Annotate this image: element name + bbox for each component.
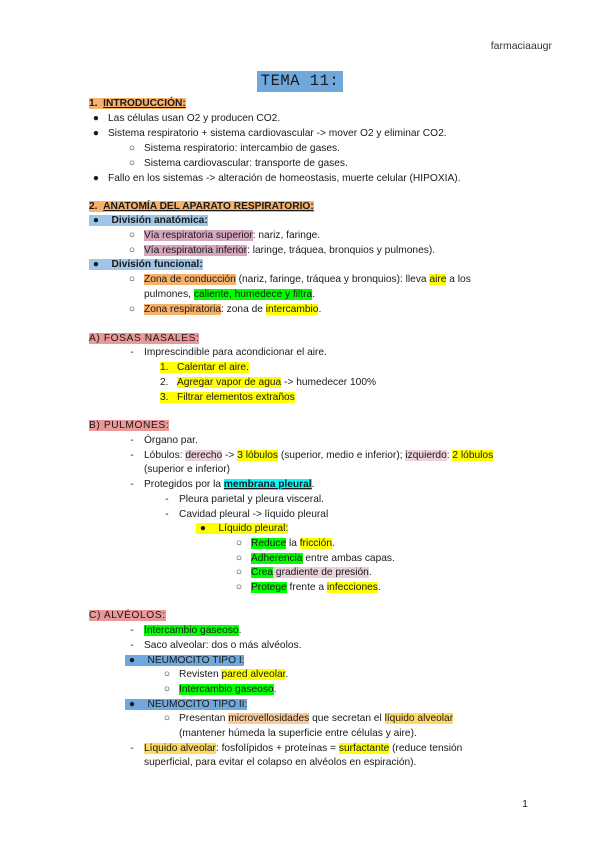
item-text: Calentar el aire — [177, 362, 247, 373]
highlight: infecciones — [326, 582, 378, 593]
item-text: . — [312, 289, 316, 300]
highlight: derecho — [185, 450, 223, 461]
bullet-disc: ● — [128, 699, 136, 710]
bullet-circle: ○ — [235, 582, 243, 593]
item-text: -> humedecer 100% — [281, 377, 377, 388]
item-text: . — [285, 669, 289, 680]
list-item — [125, 742, 462, 755]
item-text: frente a — [286, 582, 327, 593]
item-text: Saco alveolar: dos o más alvéolos. — [144, 640, 302, 651]
item-number: 2. — [160, 377, 169, 388]
subheading-neumocito-2 — [125, 698, 247, 711]
section-1-number: 1. — [89, 98, 98, 109]
highlight: 2 lóbulos — [452, 450, 494, 461]
list-item — [89, 112, 280, 125]
highlight: fricción — [299, 538, 332, 549]
highlight: líquido alveolar — [384, 713, 454, 724]
page-number: 1 — [522, 798, 528, 810]
list-item — [196, 522, 288, 535]
item-text: que secretan el — [309, 713, 385, 724]
item-text: (nariz, faringe, tráquea y bronquios): lleva — [235, 274, 430, 285]
item-text: (superior, medio e inferior); — [277, 450, 406, 461]
item-text: superficial, para evitar el colapso en alvéolos en espiración). — [144, 757, 417, 768]
item-text: Lóbulos: — [144, 450, 186, 461]
section-2-number: 2. — [89, 201, 98, 212]
highlight: gradiente de presión — [273, 567, 369, 578]
list-item — [160, 683, 276, 696]
subheading-anatomica — [89, 214, 208, 227]
item-text: Imprescindible para acondicionar el aire. — [144, 347, 327, 358]
bullet-dash: - — [130, 347, 134, 358]
item-text: . — [332, 538, 335, 549]
highlight: pared alveolar — [221, 669, 286, 680]
list-item — [125, 273, 471, 286]
bullet-disc: ● — [92, 113, 100, 124]
item-text: : nariz, faringe. — [252, 230, 321, 241]
subheading-text: NEUMOCITO TIPO II: — [147, 699, 248, 710]
item-text: Sistema cardiovascular: transporte de gases. — [144, 158, 348, 169]
item-text: . — [246, 362, 249, 373]
list-item — [89, 127, 447, 140]
list-item-continuation — [144, 756, 416, 769]
bullet-circle: ○ — [128, 304, 136, 315]
highlight: surfactante — [338, 743, 390, 754]
item-text: . — [318, 304, 322, 315]
item-text: . — [368, 567, 372, 578]
bullet-circle: ○ — [163, 713, 171, 724]
bullet-disc: ● — [128, 655, 136, 666]
highlight: Líquido alveolar — [144, 743, 216, 754]
item-text: la — [286, 538, 300, 549]
item-text: -> — [222, 450, 238, 461]
highlight: Protege — [251, 582, 287, 593]
section-1-title: INTRODUCCIÓN: — [103, 98, 186, 109]
bullet-dash: - — [130, 435, 134, 446]
list-item — [125, 434, 198, 447]
highlight: 3 lóbulos — [237, 450, 278, 461]
list-item — [125, 478, 314, 491]
bullet-dash: - — [130, 479, 134, 490]
section-a-title: A) FOSAS NASALES: — [89, 333, 200, 344]
highlight: Vía respiratoria superior — [144, 230, 253, 241]
subheading-text: División funcional: — [111, 259, 203, 270]
item-text: . — [311, 479, 315, 490]
item-text: (mantener húmeda la superficie entre células y aire). — [179, 728, 417, 739]
list-item — [125, 624, 241, 637]
list-item — [232, 552, 395, 565]
list-item-continuation — [144, 288, 315, 301]
bullet-circle: ○ — [128, 158, 136, 169]
bullet-circle: ○ — [163, 669, 171, 680]
bullet-disc: ● — [92, 215, 100, 226]
numbered-item — [160, 376, 376, 389]
list-item — [232, 537, 335, 550]
item-text: Sistema respiratorio: intercambio de gases. — [144, 143, 340, 154]
bullet-circle: ○ — [163, 684, 171, 695]
section-1-heading — [89, 97, 186, 110]
section-a-heading — [89, 332, 199, 345]
item-text: Sistema respiratorio + sistema cardiovascular -> mover O2 y eliminar CO2. — [108, 128, 447, 139]
subheading-neumocito-1 — [125, 654, 244, 667]
item-text: : zona de — [221, 304, 266, 315]
bullet-circle: ○ — [128, 245, 136, 256]
section-b-title: B) PULMONES: — [89, 420, 170, 431]
section-c-title: C) ALVÉOLOS: — [89, 610, 166, 621]
bullet-circle: ○ — [128, 274, 136, 285]
list-item — [160, 712, 453, 725]
item-text: (superior e inferior) — [144, 464, 231, 475]
item-text: pulmones, — [144, 289, 194, 300]
list-item — [125, 157, 348, 170]
list-item-continuation — [144, 463, 230, 476]
list-item — [232, 566, 372, 579]
list-item — [160, 668, 288, 681]
bullet-dash: - — [130, 640, 134, 651]
bullet-circle: ○ — [235, 538, 243, 549]
list-item — [125, 639, 301, 652]
highlight: aire — [429, 274, 447, 285]
item-number: 1. — [160, 362, 169, 373]
item-text: Órgano par. — [144, 435, 198, 446]
numbered-item — [160, 391, 295, 404]
item-text: : laringe, tráquea, bronquios y pulmones). — [247, 245, 436, 256]
item-text: entre ambas capas. — [302, 553, 395, 564]
bullet-dash: - — [165, 509, 169, 520]
highlight: microvellosidades — [228, 713, 310, 724]
item-text: . — [238, 625, 242, 636]
item-text: a los — [446, 274, 471, 285]
bullet-circle: ○ — [128, 230, 136, 241]
highlight: Crea — [251, 567, 274, 578]
highlight: intercambio — [265, 304, 319, 315]
bullet-disc: ● — [199, 523, 207, 534]
list-item — [125, 229, 320, 242]
numbered-item — [160, 361, 249, 374]
list-item — [160, 493, 324, 506]
highlight: izquierdo — [405, 450, 447, 461]
item-text: Filtrar elementos extraños — [177, 392, 295, 403]
section-c-heading — [89, 609, 166, 622]
bullet-dash: - — [130, 743, 134, 754]
subheading-text: División anatómica: — [111, 215, 208, 226]
highlight: Intercambio gaseoso — [144, 625, 239, 636]
section-2-heading — [89, 200, 314, 213]
list-item — [125, 346, 327, 359]
item-text: . — [377, 582, 381, 593]
list-item — [125, 303, 321, 316]
highlight: Zona respiratoria — [144, 304, 222, 315]
list-item — [160, 508, 328, 521]
title-container — [0, 72, 600, 90]
page-header-brand: farmaciaaugr — [490, 40, 552, 52]
highlight: Zona de conducción — [144, 274, 236, 285]
bullet-dash: - — [130, 625, 134, 636]
item-number: 3. — [160, 392, 169, 403]
highlight: Agregar vapor de agua — [177, 377, 282, 388]
highlight: Reduce — [251, 538, 287, 549]
bullet-dash: - — [165, 494, 169, 505]
bullet-disc: ● — [92, 128, 100, 139]
item-text: Las células usan O2 y producen CO2. — [108, 113, 281, 124]
bullet-circle: ○ — [235, 567, 243, 578]
bullet-disc: ● — [92, 173, 100, 184]
item-text: Fallo en los sistemas -> alteración de homeostasis, muerte celular (HIPOXIA). — [108, 173, 461, 184]
subheading-text: NEUMOCITO TIPO I: — [147, 655, 245, 666]
item-text: . — [273, 684, 277, 695]
highlight: Intercambio gaseoso — [179, 684, 274, 695]
list-item — [125, 244, 435, 257]
highlight: Vía respiratoria inferior — [144, 245, 248, 256]
item-text: Revisten — [179, 669, 222, 680]
bullet-disc: ● — [92, 259, 100, 270]
bullet-circle: ○ — [128, 143, 136, 154]
document-title: TEMA 11: — [257, 71, 343, 92]
item-text: Presentan — [179, 713, 229, 724]
highlight: Adherencia — [251, 553, 303, 564]
section-b-heading — [89, 419, 169, 432]
item-text: Pleura parietal y pleura visceral. — [179, 494, 324, 505]
bullet-dash: - — [130, 450, 134, 461]
list-item — [232, 581, 381, 594]
section-2-title: ANATOMÍA DEL APARATO RESPIRATORIO: — [103, 201, 314, 212]
list-item-continuation — [179, 727, 417, 740]
item-text: : fosfolípidos + proteínas = — [215, 743, 339, 754]
subheading-funcional — [89, 258, 203, 271]
item-text: : — [446, 450, 453, 461]
bullet-circle: ○ — [235, 553, 243, 564]
highlight: membrana pleural — [223, 479, 312, 490]
item-text: Cavidad pleural -> líquido pleural — [179, 509, 329, 520]
list-item — [125, 449, 493, 462]
highlight: caliente, humedece y filtra — [193, 289, 313, 300]
list-item — [89, 172, 460, 185]
item-text: (reduce tensión — [389, 743, 463, 754]
item-text: Protegidos por la — [144, 479, 224, 490]
list-item — [125, 142, 340, 155]
item-text: Líquido pleural: — [218, 523, 289, 534]
